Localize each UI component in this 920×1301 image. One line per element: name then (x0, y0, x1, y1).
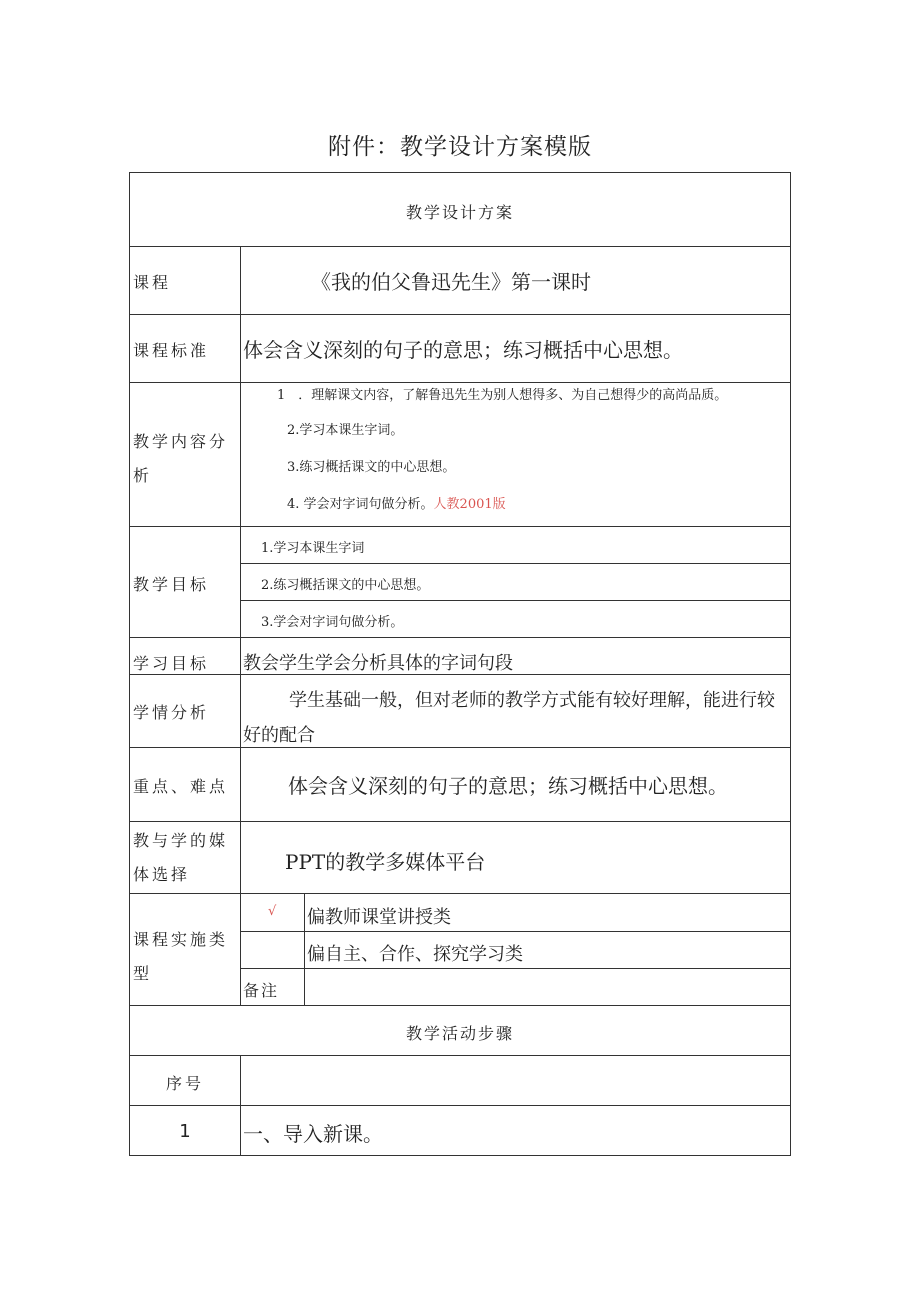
impl-option2-label: 偏自主、合作、探究学习类 (307, 944, 523, 965)
standard-value: 体会含义深刻的句子的意思；练习概括中心思想。 (243, 338, 683, 362)
impl-check-cell (240, 931, 305, 969)
impl-remark-label: 备注 (243, 981, 280, 1000)
impl-remark-value-cell (304, 968, 791, 1006)
content-analysis-label: 教学内容分 析 (133, 432, 229, 485)
media-value: PPT的教学多媒体平台 (285, 850, 486, 874)
teaching-goals-label: 教学目标 (133, 575, 210, 594)
learning-goals-label: 学习目标 (133, 654, 210, 673)
teaching-goal-item: 3.学会对字词句做分析。 (261, 615, 404, 630)
table-header: 教学设计方案 (405, 203, 514, 222)
standard-label: 课程标准 (133, 341, 210, 360)
course-label: 课程 (133, 273, 172, 292)
key-points-label: 重点、难点 (133, 777, 229, 796)
impl-type-label: 课程实施类 型 (133, 930, 229, 983)
content-analysis-item: 2.学习本课生字词。 (287, 423, 404, 438)
content-analysis-item: 4. 学会对字词句做分析。人教2001版 (287, 497, 506, 512)
steps-header: 教学活动步骤 (405, 1024, 514, 1043)
learner-analysis-label: 学情分析 (133, 703, 210, 722)
teaching-goal-item: 1.学习本课生字词 (261, 541, 365, 556)
learning-goals-value: 教会学生学会分析具体的字词句段 (243, 653, 513, 674)
check-mark-icon: √ (268, 904, 277, 919)
key-points-value: 体会含义深刻的句子的意思；练习概括中心思想。 (288, 774, 728, 798)
learner-analysis-line: 学生基础一般，但对老师的教学方式能有较好理解，能进行较 (289, 690, 775, 711)
steps-no-header: 序号 (165, 1074, 204, 1093)
content-analysis-item: 3.练习概括课文的中心思想。 (287, 460, 456, 475)
step-content: 一、导入新课。 (243, 1122, 383, 1146)
impl-option1-label: 偏教师课堂讲授类 (307, 907, 451, 928)
steps-content-header-cell (240, 1055, 791, 1106)
page-title: 附件：教学设计方案模版 (328, 134, 592, 160)
media-label: 教与学的媒 体选择 (133, 831, 229, 884)
learner-analysis-line: 好的配合 (243, 725, 315, 746)
edition-note: 人教2001版 (433, 497, 506, 512)
content-analysis-item: 1 ．理解课文内容，了解鲁迅先生为别人想得多、为自己想得少的高尚品质。 (277, 388, 728, 403)
teaching-goal-item: 2.练习概括课文的中心思想。 (261, 578, 430, 593)
step-number: 1 (179, 1121, 191, 1142)
course-value: 《我的伯父鲁迅先生》第一课时 (311, 270, 591, 294)
